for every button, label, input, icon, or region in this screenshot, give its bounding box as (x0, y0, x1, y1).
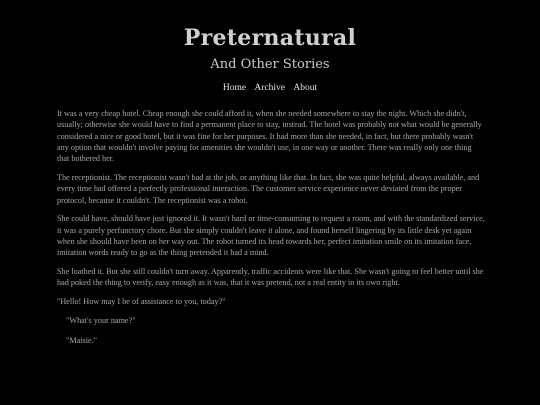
site-header (0, 0, 540, 94)
story-content (57, 108, 485, 354)
site-title[interactable]: Preternatural (183, 25, 357, 51)
main-nav (0, 82, 540, 94)
nav-link-home[interactable]: Home (222, 83, 247, 93)
nav-link-about[interactable]: About (293, 83, 318, 93)
story-paragraph: She could have, should have just ignored it. It wasn't hard or time-consuming to request a room, and with the standardized service, it was a purely perfunctory chore. But she simply couldn't leave it alone, and found herself lingering by its little desk yet again when she should have been on her way out. The robot turned its head towards her, perfect imitation smile on its imitation face, imitation words ready to go as the thing pretended it had a mind. (57, 214, 485, 258)
dialogue-line: "Hello! How may I be of assistance to you, today?" (57, 297, 226, 307)
nav-link-archive[interactable]: Archive (254, 83, 286, 93)
story-paragraph: It was a very cheap hotel. Cheap enough she could afford it, when she needed somewhere to stay the night. Which she didn't, usually; otherwise she would have to find a permanent place to stay, instead. The hotel was probably not what would be generally considered a nice or good hotel, but it was fine for her purposes. It had more than she needed, in fact, but there probably wasn't any option that wouldn't involve paying for amenities she wouldn't use, in one way or another. There was really only one thing that bothered her. (57, 109, 482, 164)
dialogue-line: "Maisie." (66, 335, 98, 345)
site-subtitle: And Other Stories (210, 57, 330, 72)
story-paragraph: She loathed it. But she still couldn't turn away. Apparently, traffic accidents were like that. She wasn't going to feel better until she had poked the thing to verify, easy enough as it was, that it was pretend, not a real entity in its own right. (57, 267, 484, 288)
dialogue-line: "What's your name?" (66, 316, 136, 326)
story-paragraph: The receptionist. The receptionist wasn't bad at the job, or anything like that. In fact, she was quite helpful, always available, and every time had offered a perfectly professional interaction. The customer service experience never deviated from the proper protocol, because it couldn't. The receptionist was a robot. (57, 172, 480, 205)
